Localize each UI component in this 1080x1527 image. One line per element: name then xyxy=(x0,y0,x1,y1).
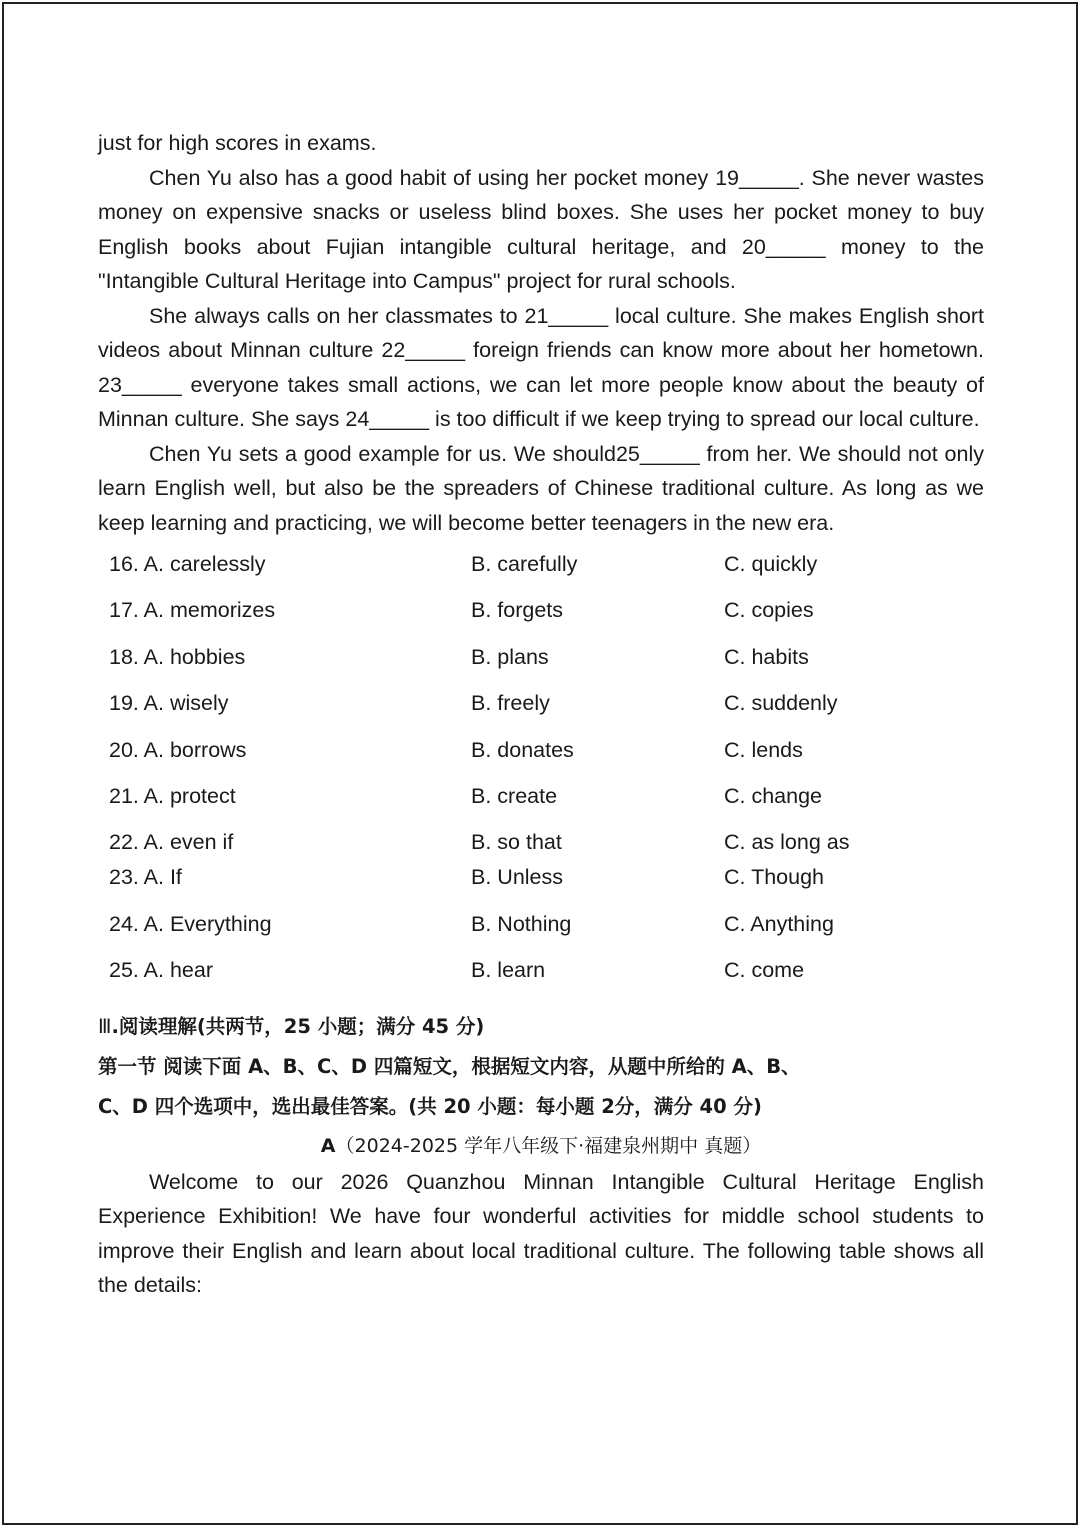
exam-page-content xyxy=(98,126,984,1303)
passage-paragraph-1: just for high scores in exams. xyxy=(98,131,377,155)
option-c: C. habits xyxy=(724,644,809,669)
section-heading xyxy=(98,1007,984,1047)
option-b: B. create xyxy=(471,783,558,808)
option-c: C. quickly xyxy=(724,552,818,576)
passage-a-intro: Welcome to our 2026 Quanzhou Minnan Intangible Cultural Heritage English Experience Exhibition! We have four wonderful activities for middle school students to improve their English and learn about local traditional culture. The following table shows all the details: xyxy=(98,1169,984,1298)
question-21-options xyxy=(98,784,984,830)
question-24-options xyxy=(98,912,984,958)
option-a: 20. A. borrows xyxy=(109,737,247,762)
part-instructions-line-2: C、D 四个选项中，选出最佳答案。(共 20 小题：每小题 2分，满分 40 分) xyxy=(98,1094,762,1118)
option-c: C. copies xyxy=(724,598,814,623)
option-b: B. Nothing xyxy=(471,911,572,936)
option-c: C. as long as xyxy=(724,830,850,855)
section-title: .阅读理解(共两节，25 小题；满分 45 分) xyxy=(111,1014,485,1038)
option-c: C. Anything xyxy=(724,911,834,936)
option-a: 24. A. Everything xyxy=(109,911,272,936)
option-b: B. carefully xyxy=(471,552,578,576)
option-c: C. change xyxy=(724,783,823,808)
passage-paragraph-3: She always calls on her classmates to 21_____ local culture. She makes English short videos about Minnan culture 22_____ foreign friends can know more about her hometown. 23_____ everyone takes small actions, we can let more people know about the beauty of Minnan culture. She says 24_____ is too difficult if we keep trying to spread our local culture. xyxy=(98,303,984,431)
question-16-options xyxy=(98,552,984,598)
section-roman-numeral: Ⅲ xyxy=(98,1014,112,1038)
option-c: C. suddenly xyxy=(724,691,838,716)
option-c: C. Though xyxy=(724,865,825,890)
option-a: 19. A. wisely xyxy=(109,691,229,716)
part-instructions-line-1: 第一节 阅读下面 A、B、C、D 四篇短文，根据短文内容，从题中所给的 A、B、 xyxy=(98,1054,801,1078)
question-22-options xyxy=(98,830,984,865)
option-b: B. donates xyxy=(471,737,574,762)
passage-source: （2024-2025 学年八年级下·福建泉州期中 真题） xyxy=(335,1134,762,1157)
question-19-options xyxy=(98,691,984,737)
passage-paragraph-4: Chen Yu sets a good example for us. We should25_____ from her. We should not only learn English well, but also be the spreaders of Chinese traditional culture. As long as we keep learning and practicing, we will become better teenagers in the new era. xyxy=(98,441,984,535)
question-25-options xyxy=(98,958,984,1004)
question-17-options xyxy=(98,598,984,644)
option-c: C. lends xyxy=(724,737,803,762)
option-a: 21. A. protect xyxy=(109,783,236,808)
question-23-options xyxy=(98,865,984,911)
option-b: B. forgets xyxy=(471,598,564,623)
question-20-options xyxy=(98,738,984,784)
option-a: 22. A. even if xyxy=(109,830,234,855)
option-b: B. learn xyxy=(471,958,546,983)
option-b: B. so that xyxy=(471,830,562,855)
answer-options xyxy=(98,552,984,1005)
passage-a-heading xyxy=(98,1127,984,1165)
option-b: B. Unless xyxy=(471,865,564,890)
passage-letter: A xyxy=(320,1134,336,1157)
option-a: 25. A. hear xyxy=(109,958,213,983)
option-a: 18. A. hobbies xyxy=(109,644,246,669)
option-b: B. freely xyxy=(471,691,550,716)
option-c: C. come xyxy=(724,958,805,983)
option-a: 16. A. carelessly xyxy=(109,552,266,576)
option-b: B. plans xyxy=(471,644,549,669)
question-18-options xyxy=(98,645,984,691)
option-a: 17. A. memorizes xyxy=(109,598,276,623)
passage-paragraph-2: Chen Yu also has a good habit of using her pocket money 19_____. She never wastes money on expensive snacks or useless blind boxes. She uses her pocket money to buy English books about Fujian intangible cultural heritage, and 20_____ money to the "Intangible Cultural Heritage into Campus" project for rural schools. xyxy=(98,165,984,293)
option-a: 23. A. If xyxy=(109,865,182,890)
